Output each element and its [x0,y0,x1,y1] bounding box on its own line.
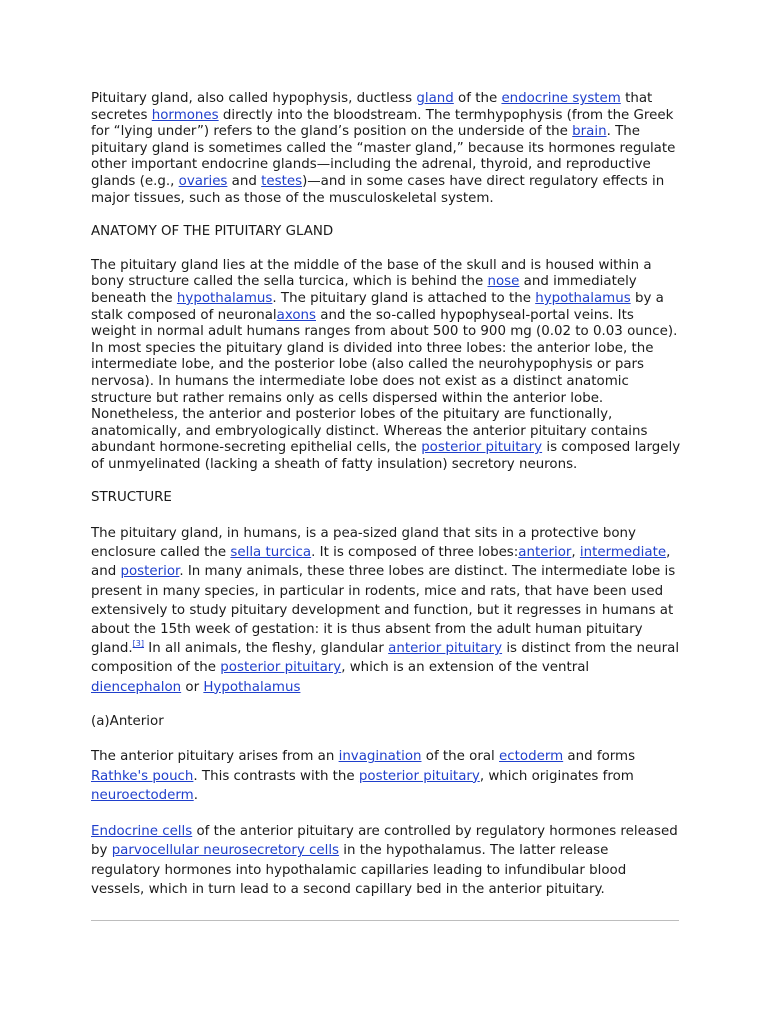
link-endocrine-cells[interactable]: Endocrine cells [91,824,193,840]
text: by a stalk composed of neuronal [91,290,664,323]
text: . [193,787,198,803]
link-hypothalamus-2[interactable]: hypothalamus [535,290,631,306]
text: . The pituitary gland is attached to the [272,290,536,306]
link-posterior-pituitary-2[interactable]: posterior pituitary [220,660,342,676]
link-posterior[interactable]: posterior [120,564,180,580]
text: , and [91,545,671,580]
link-hormones[interactable]: hormones [151,107,219,123]
text: . It is composed of three lobes: [311,545,519,561]
document-body [91,91,681,899]
link-axons[interactable]: axons [276,307,316,323]
link-intermediate[interactable]: intermediate [579,545,667,561]
text: Pituitary gland, also called hypophysis, ductless [91,91,417,106]
anatomy-heading: ANATOMY OF THE PITUITARY GLAND [91,224,334,240]
text: The anterior pituitary arises from an [91,749,339,765]
text: , which originates from [479,768,634,784]
link-anterior-pituitary[interactable]: anterior pituitary [388,641,503,657]
link-endocrine-system[interactable]: endocrine system [501,91,621,106]
link-rathkes-pouch[interactable]: Rathke's pouch [91,768,194,784]
link-gland[interactable]: gland [416,91,454,106]
anatomy-paragraph-1 [91,258,681,341]
text: The pituitary gland lies at the middle of the base of the skull and is housed within a bony structure called the sella turcica, which is behind the [91,257,652,290]
text: of the [453,91,502,106]
text: . This contrasts with the [193,768,359,784]
link-ectoderm[interactable]: ectoderm [499,749,564,765]
link-posterior-pituitary-3[interactable]: posterior pituitary [358,768,480,784]
text: is composed largely of unmyelinated (lacking a sheath of fatty insulation) secretory neurons. [91,440,681,472]
link-invagination[interactable]: invagination [338,749,422,765]
text: of the oral [421,749,500,765]
text: of the anterior pituitary are controlled by regulatory hormones released by [91,824,678,859]
link-testes[interactable]: testes [261,173,303,189]
text: and immediately beneath the [91,274,637,306]
anterior-paragraph-1 [91,747,681,805]
link-nose[interactable]: nose [487,274,520,290]
link-brain[interactable]: brain [572,124,607,140]
anterior-paragraph-2 [91,822,681,899]
structure-paragraph [91,524,681,697]
link-sella-turcica[interactable]: sella turcica [230,545,312,561]
text: . In many animals, these three lobes are distinct. The intermediate lobe is present in many species, in particular in rodents, mice and rats, that have been used extensively to study pituitary development and function, but it regresses in humans at about the 15th week of gestation: it is thus absent from the adult human pituitary gland. [91,564,676,657]
link-diencephalon[interactable]: diencephalon [91,679,182,695]
text: In all animals, the fleshy, glandular [144,641,389,657]
anterior-heading: (a)Anterior [91,713,164,729]
link-hypothalamus-3[interactable]: Hypothalamus [203,679,301,695]
text: In most species the pituitary gland is divided into three lobes: the anterior lobe, the intermediate lobe, and the posterior lobe (also called the neurohypophysis or pars nervosa). In humans the intermediate lobe does not exist as a distinct anatomic structure but rather remains only as cells dispersed within the anterior lobe. Nonetheless, the anterior and posterior lobes of the pituitary are functionally, anatomically, and embryologically distinct. Whereas the anterior pituitary contains abundant hormone-secreting epithelial cells, the [91,340,654,456]
citation-link[interactable]: [3] [132,639,145,649]
link-neuroectoderm[interactable]: neuroectoderm [91,787,194,803]
link-parvocellular-neurosecretory-cells[interactable]: parvocellular neurosecretory cells [111,843,340,859]
text: )—and in some cases have direct regulatory effects in major tissues, such as those of the musculoskeletal system. [91,173,665,206]
text: , [571,545,580,561]
link-hypothalamus[interactable]: hypothalamus [176,290,273,306]
text: or [181,679,204,695]
text: that secretes [91,91,653,123]
text: and the so-called hypophyseal-portal veins. Its weight in normal adult humans ranges from about 500 to 900 mg (0.02 to 0.03 ounce). [91,307,678,340]
link-posterior-pituitary[interactable]: posterior pituitary [421,440,543,456]
intro-paragraph [91,91,681,207]
anatomy-paragraph-2 [91,341,681,474]
text: directly into the bloodstream. The termhypophysis (from the Greek for “lying under”) refers to the gland’s position on the underside of the [91,107,674,140]
text: is distinct from the neural composition of the [91,641,680,676]
text: The pituitary gland, in humans, is a pea-sized gland that sits in a protective bony enclosure called the [91,526,636,561]
link-anterior[interactable]: anterior [518,545,572,561]
text: . The pituitary gland is sometimes called the “master gland,” because its hormones regulate other important endocrine glands—including the adrenal, thyroid, and reproductive glands (e.g., [91,124,676,189]
structure-heading: STRUCTURE [91,490,172,506]
page-divider [91,920,679,921]
text: in the hypothalamus. The latter release regulatory hormones into hypothalamic capillaries leading to infundibular blood vessels, which in turn lead to a second capillary bed in the anterior pituitary. [91,843,627,897]
text: , which is an extension of the ventral [341,660,590,676]
text: and [227,173,262,189]
text: and forms [563,749,636,765]
link-ovaries[interactable]: ovaries [178,173,228,189]
